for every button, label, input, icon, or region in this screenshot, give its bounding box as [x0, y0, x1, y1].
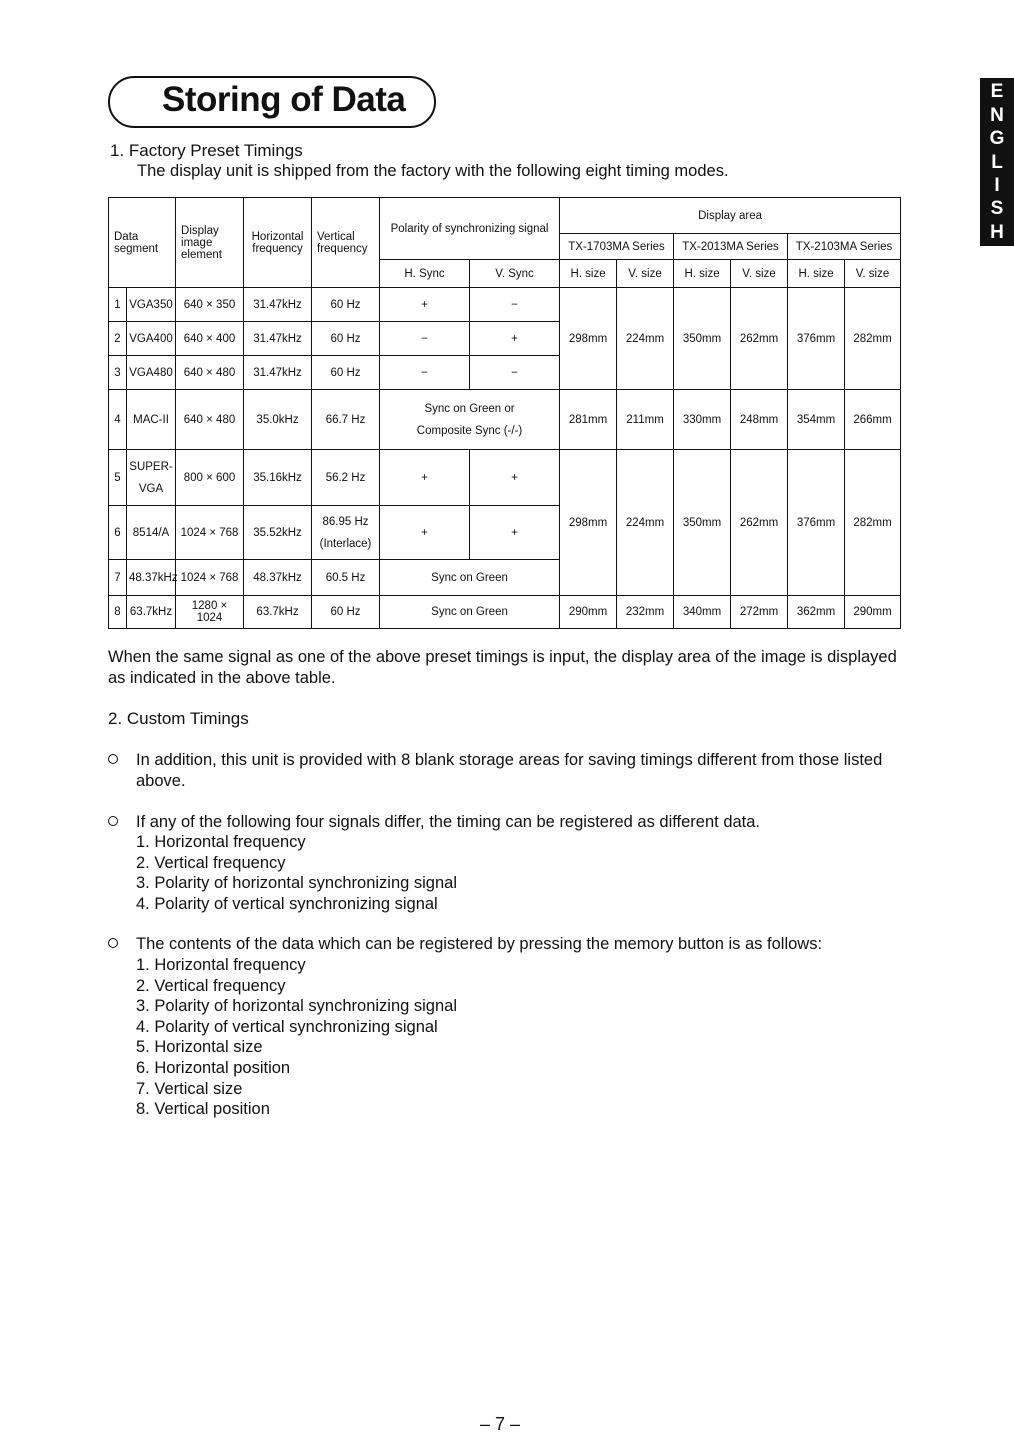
- area-value: 354mm: [788, 390, 845, 450]
- area-value: 211mm: [617, 390, 674, 450]
- row-hsync: +: [380, 288, 470, 322]
- area-value: 290mm: [560, 596, 617, 629]
- area-value: 262mm: [731, 288, 788, 390]
- row-segment: 63.7kHz: [127, 596, 176, 629]
- area-value: 350mm: [674, 450, 731, 596]
- section1-intro: The display unit is shipped from the factory with the following eight timing modes.: [137, 162, 729, 180]
- bullet-circle-icon: [108, 938, 118, 948]
- area-value: 266mm: [845, 390, 901, 450]
- row-vfreq: 60 Hz: [312, 596, 380, 629]
- row-hsync: −: [380, 322, 470, 356]
- language-tab: [980, 78, 1014, 246]
- area-value: 281mm: [560, 390, 617, 450]
- list-item: 8. Vertical position: [136, 1100, 270, 1119]
- area-value: 282mm: [845, 288, 901, 390]
- row-segment: SUPER-VGA: [127, 450, 176, 506]
- area-value: 376mm: [788, 288, 845, 390]
- lang-letter: H: [990, 221, 1004, 243]
- bullet-circle-icon: [108, 816, 118, 826]
- page-title: Storing of Data: [162, 80, 406, 119]
- row-vfreq: 60 Hz: [312, 322, 380, 356]
- area-value: 272mm: [731, 596, 788, 629]
- header-series-1703: TX-1703MA Series: [560, 234, 674, 260]
- list-item: 1. Horizontal frequency: [136, 833, 306, 851]
- header-v-sync: V. Sync: [470, 260, 560, 288]
- row-vfreq: 60.5 Hz: [312, 560, 380, 596]
- area-value: 362mm: [788, 596, 845, 629]
- row-segment: VGA480: [127, 356, 176, 390]
- section1-heading: 1. Factory Preset Timings: [110, 141, 303, 160]
- row-hsync: −: [380, 356, 470, 390]
- list-item: 2. Vertical frequency: [136, 976, 286, 995]
- row-number: 3: [109, 356, 127, 390]
- row-vsync: +: [470, 322, 560, 356]
- header-h-size: H. size: [674, 260, 731, 288]
- lang-letter: S: [990, 198, 1004, 220]
- header-series-2013: TX-2013MA Series: [674, 234, 788, 260]
- row-number: 7: [109, 560, 127, 596]
- row-vfreq: 56.2 Hz: [312, 450, 380, 506]
- row-hfreq: 35.16kHz: [244, 450, 312, 506]
- list-item: 3. Polarity of horizontal synchronizing signal: [136, 997, 458, 1016]
- row-segment: VGA350: [127, 288, 176, 322]
- list-item: 1. Horizontal frequency: [136, 956, 306, 974]
- row-segment: VGA400: [127, 322, 176, 356]
- row-number: 8: [109, 596, 127, 629]
- area-value: 232mm: [617, 596, 674, 629]
- after-table-text: When the same signal as one of the above preset timings is input, the display area of the image is displayed as indicated in the above table.: [108, 648, 897, 687]
- table-row: [109, 288, 901, 322]
- header-v-size: V. size: [617, 260, 674, 288]
- row-vsync: +: [470, 450, 560, 506]
- row-image: 640 × 480: [176, 356, 244, 390]
- row-hfreq: 31.47kHz: [244, 288, 312, 322]
- row-sync-text: Sync on Green: [380, 560, 560, 596]
- row-segment: MAC-II: [127, 390, 176, 450]
- header-v-size: V. size: [845, 260, 901, 288]
- area-value: 224mm: [617, 450, 674, 596]
- area-value: 330mm: [674, 390, 731, 450]
- header-series-2103: TX-2103MA Series: [788, 234, 901, 260]
- row-sync-text: Sync on Green: [380, 596, 560, 629]
- list-item: 4. Polarity of vertical synchronizing signal: [136, 894, 438, 913]
- row-vsync: −: [470, 288, 560, 322]
- row-vfreq: 60 Hz: [312, 356, 380, 390]
- area-value: 376mm: [788, 450, 845, 596]
- bullet-text: In addition, this unit is provided with 8 blank storage areas for saving timings different from those listed above.: [136, 751, 883, 790]
- lang-letter: N: [990, 104, 1004, 126]
- bullet-text: The contents of the data which can be registered by pressing the memory button is as follows:: [136, 935, 823, 953]
- row-hfreq: 31.47kHz: [244, 356, 312, 390]
- list-item: 2. Vertical frequency: [136, 853, 286, 872]
- table-row: [109, 390, 901, 450]
- header-polarity: Polarity of synchronizing signal: [380, 198, 560, 260]
- row-number: 6: [109, 506, 127, 560]
- header-horizontal-frequency: Horizontal frequency: [244, 198, 312, 288]
- header-h-sync: H. Sync: [380, 260, 470, 288]
- row-image: 1280 × 1024: [176, 596, 244, 629]
- area-value: 282mm: [845, 450, 901, 596]
- row-vsync: +: [470, 506, 560, 560]
- row-number: 1: [109, 288, 127, 322]
- row-segment: 8514/A: [127, 506, 176, 560]
- area-value: 298mm: [560, 288, 617, 390]
- row-hfreq: 31.47kHz: [244, 322, 312, 356]
- lang-letter: I: [994, 174, 1000, 196]
- area-value: 298mm: [560, 450, 617, 596]
- area-value: 340mm: [674, 596, 731, 629]
- row-segment: 48.37kHz: [127, 560, 176, 596]
- row-image: 1024 × 768: [176, 560, 244, 596]
- lang-letter: G: [989, 128, 1005, 150]
- table-row: [109, 596, 901, 629]
- area-value: 350mm: [674, 288, 731, 390]
- row-image: 800 × 600: [176, 450, 244, 506]
- row-vsync: −: [470, 356, 560, 390]
- list-item: 7. Vertical size: [136, 1079, 243, 1098]
- area-value: 248mm: [731, 390, 788, 450]
- row-number: 5: [109, 450, 127, 506]
- area-value: 224mm: [617, 288, 674, 390]
- header-display-image-element: Display image element: [176, 198, 244, 288]
- row-vfreq: 60 Hz: [312, 288, 380, 322]
- row-hsync: +: [380, 450, 470, 506]
- header-vertical-frequency: Vertical frequency: [312, 198, 380, 288]
- row-hfreq: 63.7kHz: [244, 596, 312, 629]
- area-value: 290mm: [845, 596, 901, 629]
- row-number: 4: [109, 390, 127, 450]
- signal-list: [136, 832, 457, 914]
- table-row: [109, 450, 901, 506]
- row-vfreq: 66.7 Hz: [312, 390, 380, 450]
- row-image: 640 × 400: [176, 322, 244, 356]
- list-item: 3. Polarity of horizontal synchronizing signal: [136, 874, 458, 893]
- header-data-segment: Data segment: [109, 198, 176, 288]
- lang-letter: L: [991, 151, 1003, 173]
- page-number: – 7 –: [480, 1414, 521, 1434]
- row-sync-text: Sync on Green or Composite Sync (-/-): [380, 390, 560, 450]
- row-hfreq: 35.0kHz: [244, 390, 312, 450]
- row-hfreq: 35.52kHz: [244, 506, 312, 560]
- section2-heading: 2. Custom Timings: [108, 709, 249, 728]
- row-image: 640 × 350: [176, 288, 244, 322]
- row-image: 1024 × 768: [176, 506, 244, 560]
- list-item: 6. Horizontal position: [136, 1058, 291, 1077]
- header-h-size: H. size: [560, 260, 617, 288]
- row-hsync: +: [380, 506, 470, 560]
- header-h-size: H. size: [788, 260, 845, 288]
- list-item: 5. Horizontal size: [136, 1038, 263, 1057]
- bullet-circle-icon: [108, 754, 118, 764]
- header-display-area: Display area: [560, 198, 901, 234]
- lang-letter: E: [990, 81, 1004, 103]
- row-image: 640 × 480: [176, 390, 244, 450]
- area-value: 262mm: [731, 450, 788, 596]
- header-v-size: V. size: [731, 260, 788, 288]
- row-vfreq: 86.95 Hz (Interlace): [312, 506, 380, 560]
- row-number: 2: [109, 322, 127, 356]
- memory-contents-list: [136, 955, 457, 1120]
- list-item: 4. Polarity of vertical synchronizing signal: [136, 1017, 438, 1036]
- bullet-text: If any of the following four signals differ, the timing can be registered as different data.: [136, 813, 761, 831]
- preset-timings-table: [108, 197, 901, 629]
- row-hfreq: 48.37kHz: [244, 560, 312, 596]
